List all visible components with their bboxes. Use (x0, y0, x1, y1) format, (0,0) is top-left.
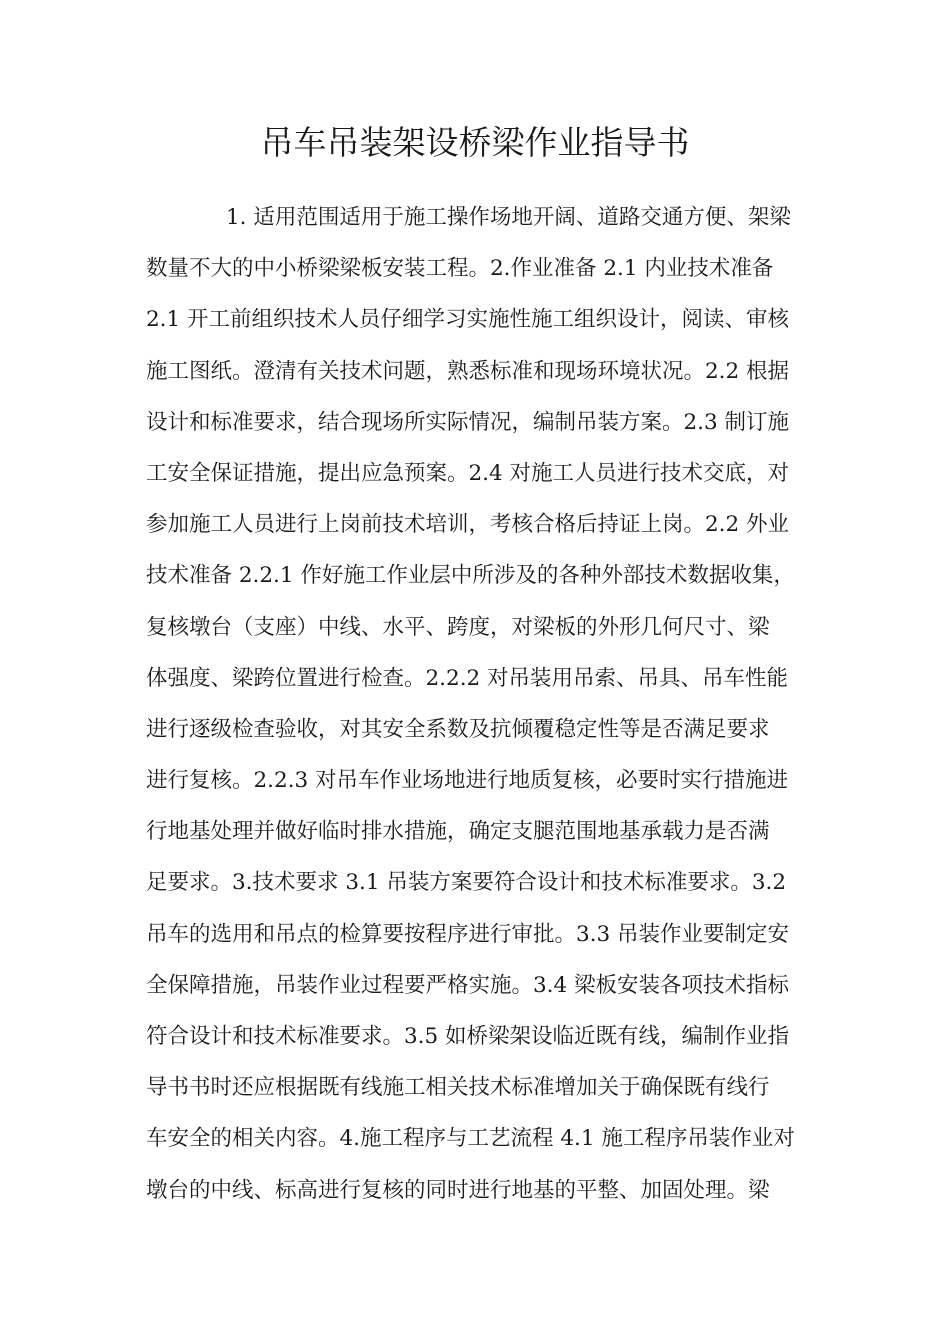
body-line: 设计和标准要求，结合现场所实际情况，编制吊装方案。2.3 制订施 (146, 409, 790, 435)
document-title: 吊车吊装架设桥梁作业指导书 (260, 123, 690, 162)
body-line: 复核墩台（支座）中线、水平、跨度，对梁板的外形几何尺寸、梁 (146, 614, 770, 640)
body-line: 墩台的中线、标高进行复核的同时进行地基的平整、加固处理。梁 (146, 1177, 770, 1203)
body-line: 1. 适用范围适用于施工操作场地开阔、道路交通方便、架梁 (226, 205, 791, 230)
body-line: 施工图纸。澄清有关技术问题，熟悉标准和现场环境状况。2.2 根据 (146, 358, 790, 384)
body-line: 体强度、梁跨位置进行检查。2.2.2 对吊装用吊索、吊具、吊车性能 (146, 665, 789, 691)
body-line: 导书书时还应根据既有线施工相关技术标准增加关于确保既有线行 (146, 1075, 770, 1101)
body-line: 参加施工人员进行上岗前技术培训，考核合格后持证上岗。2.2 外业 (146, 512, 790, 538)
body-line: 符合设计和技术标准要求。3.5 如桥梁架设临近既有线，编制作业指 (146, 1024, 790, 1049)
body-line: 2.1 开工前组织技术人员仔细学习实施性施工组织设计，阅读、审核 (146, 307, 790, 333)
body-line: 数量不大的中小桥梁梁板安装工程。2.作业准备 2.1 内业技术准备 (146, 256, 774, 282)
body-line: 车安全的相关内容。4.施工程序与工艺流程 4.1 施工程序吊装作业对 (146, 1126, 795, 1152)
body-line: 工安全保证措施，提出应急预案。2.4 对施工人员进行技术交底，对 (146, 460, 790, 486)
body-line: 技术准备 2.2.1 作好施工作业层中所涉及的各种外部技术数据收集， (146, 563, 795, 589)
body-line: 吊车的选用和吊点的检算要按程序进行审批。3.3 吊装作业要制定安 (146, 921, 790, 947)
document-body (146, 192, 804, 1216)
body-line: 行地基处理并做好临时排水措施，确定支腿范围地基承载力是否满 (146, 819, 770, 845)
body-line: 足要求。3.技术要求 3.1 吊装方案要符合设计和技术标准要求。3.2 (146, 870, 787, 896)
body-line: 全保障措施，吊装作业过程要严格实施。3.4 梁板安装各项技术指标 (146, 972, 790, 998)
body-line: 进行复核。2.2.3 对吊车作业场地进行地质复核，必要时实行措施进 (146, 768, 789, 794)
body-line: 进行逐级检查验收，对其安全系数及抗倾覆稳定性等是否满足要求 (146, 716, 770, 742)
